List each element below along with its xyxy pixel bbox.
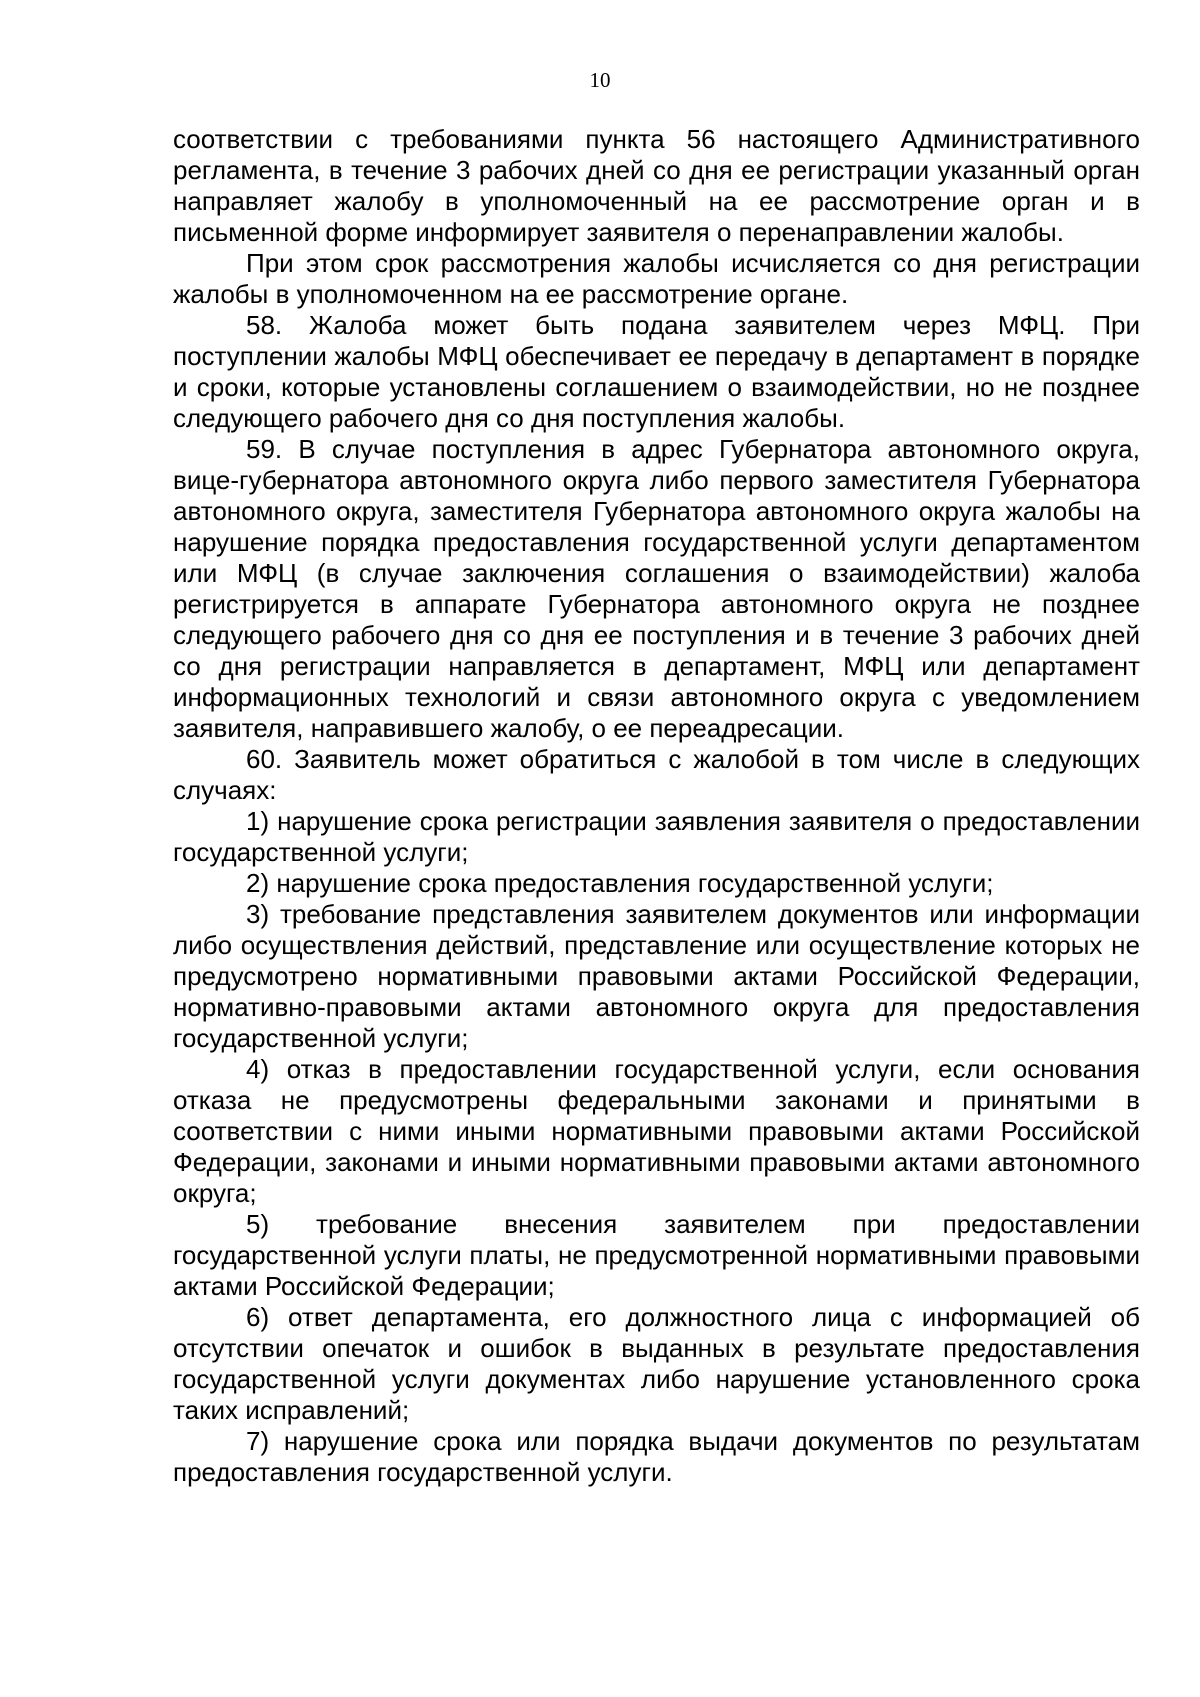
paragraph: При этом срок рассмотрения жалобы исчисляется со дня регистрации жалобы в уполномоченном на ее рассмотрение органе.: [173, 248, 1140, 309]
paragraph-59: 59. В случае поступления в адрес Губернатора автономного округа, вице-губернатора автономного округа либо первого заместителя Губернатора автономного округа, заместителя Губернатора автономного округа жалобы на нарушение порядка предоставления государственной услуги департаментом или МФЦ (в случае заключения соглашения о взаимодействии) жалоба регистрируется в аппарате Губернатора автономного округа не позднее следующего рабочего дня со дня ее поступления и в течение 3 рабочих дней со дня регистрации направляется в департамент, МФЦ или департамент информационных технологий и связи автономного округа с уведомлением заявителя, направившего жалобу, о ее переадресации.: [173, 434, 1140, 743]
list-item-4: 4) отказ в предоставлении государственной услуги, если основания отказа не предусмотрены федеральными законами и принятыми в соответствии с ними иными нормативными правовыми актами Российской Федерации, законами и иными нормативными правовыми актами автономного округа;: [173, 1054, 1140, 1208]
paragraph-58: 58. Жалоба может быть подана заявителем через МФЦ. При поступлении жалобы МФЦ обеспечивает ее передачу в департамент в порядке и сроки, которые установлены соглашением о взаимодействии, но не позднее следующего рабочего дня со дня поступления жалобы.: [173, 310, 1140, 433]
page-number: 10: [589, 68, 611, 92]
list-item-7: 7) нарушение срока или порядка выдачи документов по результатам предоставления государственной услуги.: [173, 1426, 1140, 1487]
document-body: [173, 124, 1140, 1488]
paragraph-continuation: соответствии с требованиями пункта 56 настоящего Административного регламента, в течение 3 рабочих дней со дня ее регистрации указанный орган направляет жалобу в уполномоченный на ее рассмотрение орган и в письменной форме информирует заявителя о перенаправлении жалобы.: [173, 124, 1140, 247]
list-item-2: 2) нарушение срока предоставления государственной услуги;: [246, 868, 994, 898]
list-item-6: 6) ответ департамента, его должностного лица с информацией об отсутствии опечаток и ошибок в выданных в результате предоставления государственной услуги документах либо нарушение установленного срока таких исправлений;: [173, 1302, 1140, 1425]
list-item-3: 3) требование представления заявителем документов или информации либо осуществления действий, представление или осуществление которых не предусмотрено нормативными правовыми актами Российской Федерации, нормативно-правовыми актами автономного округа для предоставления государственной услуги;: [173, 899, 1140, 1053]
list-item-1: 1) нарушение срока регистрации заявления заявителя о предоставлении государственной услуги;: [173, 806, 1140, 867]
paragraph-60: 60. Заявитель может обратиться с жалобой в том числе в следующих случаях:: [173, 744, 1140, 805]
list-item-5: 5) требование внесения заявителем при предоставлении государственной услуги платы, не предусмотренной нормативными правовыми актами Российской Федерации;: [173, 1209, 1140, 1301]
